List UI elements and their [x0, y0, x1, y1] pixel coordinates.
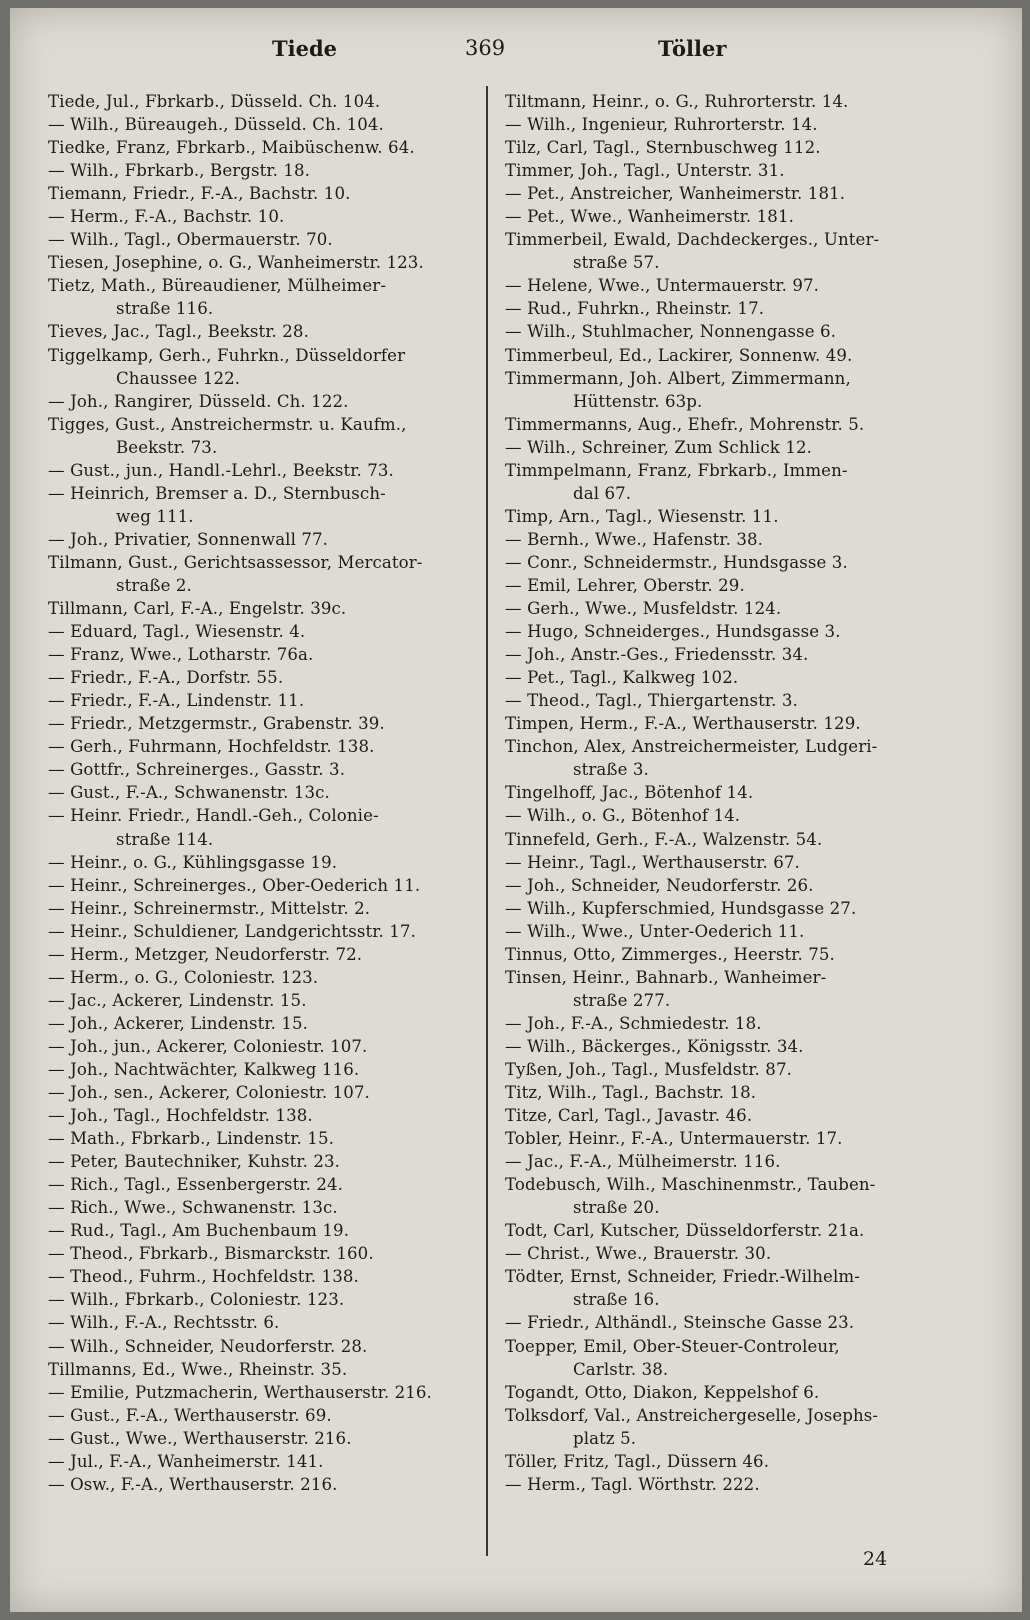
directory-entry: — Wilh., Fbrkarb., Coloniestr. 123.	[48, 1290, 345, 1310]
directory-entry: Tiemann, Friedr., F.-A., Bachstr. 10.	[48, 184, 351, 204]
directory-entry: — Joh., Nachtwächter, Kalkweg 116.	[48, 1059, 360, 1079]
directory-entry: — Herm., F.-A., Bachstr. 10.	[48, 207, 285, 227]
directory-entry: — Hugo, Schneiderges., Hundsgasse 3.	[505, 622, 841, 642]
directory-entry: Titze, Carl, Tagl., Javastr. 46.	[505, 1106, 753, 1126]
directory-entry: — Wilh., F.-A., Rechtsstr. 6.	[48, 1313, 280, 1333]
directory-entry: Tinsen, Heinr., Bahnarb., Wanheimer-	[505, 967, 827, 987]
directory-entry: — Theod., Fbrkarb., Bismarckstr. 160.	[48, 1244, 374, 1264]
directory-entry: — Friedr., F.-A., Lindenstr. 11.	[48, 691, 305, 711]
directory-entry: — Wilh., Büreaugeh., Düsseld. Ch. 104.	[48, 115, 384, 135]
directory-entry: Tilmann, Gust., Gerichtsassessor, Mercator-	[48, 552, 423, 572]
directory-entry: Togandt, Otto, Diakon, Keppelshof 6.	[505, 1382, 820, 1402]
directory-entry: — Math., Fbrkarb., Lindenstr. 15.	[48, 1129, 335, 1149]
directory-entry: — Gottfr., Schreinerges., Gasstr. 3.	[48, 760, 346, 780]
page-number: 369	[465, 36, 506, 60]
directory-entry: — Wilh., Bäckerges., Königsstr. 34.	[505, 1036, 804, 1056]
directory-entry: — Gust., jun., Handl.-Lehrl., Beekstr. 73.	[48, 460, 394, 480]
directory-entry: — Joh., jun., Ackerer, Coloniestr. 107.	[48, 1036, 368, 1056]
directory-entry: — Joh., Privatier, Sonnenwall 77.	[48, 529, 329, 549]
header-right-keyword: Töller	[658, 36, 727, 61]
directory-entry: — Gerh., Wwe., Musfeldstr. 124.	[505, 599, 782, 619]
directory-entry: — Wilh., Schreiner, Zum Schlick 12.	[505, 437, 813, 457]
directory-entry: — Pet., Tagl., Kalkweg 102.	[505, 668, 739, 688]
header-left-keyword: Tiede	[272, 36, 338, 61]
directory-entry: — Heinr., Schuldiener, Landgerichtsstr. 17.	[48, 921, 416, 941]
directory-entry: Timmermanns, Aug., Ehefr., Mohrenstr. 5.	[505, 414, 865, 434]
directory-entry: — Emilie, Putzmacherin, Werthauserstr. 216.	[48, 1382, 432, 1402]
directory-entry: — Gust., F.-A., Werthauserstr. 69.	[48, 1405, 332, 1425]
directory-entry: — Gust., Wwe., Werthauserstr. 216.	[48, 1428, 352, 1448]
directory-entry: — Wilh., Stuhlmacher, Nonnengasse 6.	[505, 322, 837, 342]
directory-entry: — Joh., Rangirer, Düsseld. Ch. 122.	[48, 391, 349, 411]
directory-entry: Tingelhoff, Jac., Bötenhof 14.	[505, 783, 754, 803]
directory-entry: — Gust., F.-A., Schwanenstr. 13c.	[48, 783, 330, 803]
directory-entry: — Pet., Wwe., Wanheimerstr. 181.	[505, 207, 794, 227]
directory-entry: — Jac., Ackerer, Lindenstr. 15.	[48, 990, 307, 1010]
directory-entry: Timmerbeul, Ed., Lackirer, Sonnenw. 49.	[505, 345, 853, 365]
right-column	[505, 90, 997, 1496]
column-divider	[486, 86, 488, 1556]
directory-entry: — Rich., Wwe., Schwanenstr. 13c.	[48, 1198, 338, 1218]
directory-entry: — Wilh., Fbrkarb., Bergstr. 18.	[48, 161, 311, 181]
directory-entry: — Emil, Lehrer, Oberstr. 29.	[505, 575, 745, 595]
left-column	[48, 90, 483, 1496]
directory-entry: — Wilh., Tagl., Obermauerstr. 70.	[48, 230, 333, 250]
entry-continuation: Chaussee 122.	[116, 368, 241, 388]
directory-entry: Tinchon, Alex, Anstreichermeister, Ludgeri-	[505, 737, 878, 757]
directory-entry: — Rich., Tagl., Essenbergerstr. 24.	[48, 1175, 344, 1195]
page-header	[10, 36, 1022, 70]
directory-entry: Tiede, Jul., Fbrkarb., Düsseld. Ch. 104.	[48, 92, 381, 111]
signature-mark: 24	[863, 1548, 888, 1570]
directory-entry: — Heinr., Tagl., Werthauserstr. 67.	[505, 852, 800, 872]
entry-continuation: straße 116.	[116, 299, 214, 319]
entry-continuation: Beekstr. 73.	[116, 437, 218, 457]
directory-entry: Tiggelkamp, Gerh., Fuhrkn., Düsseldorfer	[48, 345, 406, 365]
directory-entry: — Theod., Tagl., Thiergartenstr. 3.	[505, 691, 798, 711]
directory-entry: — Joh., Ackerer, Lindenstr. 15.	[48, 1013, 309, 1033]
entry-continuation: straße 114.	[116, 829, 214, 849]
directory-entry: — Wilh., Schneider, Neudorferstr. 28.	[48, 1336, 368, 1356]
entry-continuation: straße 57.	[573, 253, 660, 273]
directory-entry: Tinnefeld, Gerh., F.-A., Walzenstr. 54.	[505, 829, 823, 849]
directory-entry: Timpen, Herm., F.-A., Werthauserstr. 129.	[505, 714, 861, 734]
entry-continuation: Carlstr. 38.	[573, 1359, 669, 1379]
directory-entry: — Heinr., o. G., Kühlingsgasse 19.	[48, 852, 338, 872]
directory-entry: Tillmanns, Ed., Wwe., Rheinstr. 35.	[48, 1359, 348, 1379]
directory-entry: — Franz, Wwe., Lotharstr. 76a.	[48, 645, 314, 665]
directory-entry: Timmpelmann, Franz, Fbrkarb., Immen-	[505, 460, 848, 480]
directory-entry: Tiltmann, Heinr., o. G., Ruhrorterstr. 14.	[505, 92, 849, 111]
directory-entry: — Wilh., Ingenieur, Ruhrorterstr. 14.	[505, 115, 818, 135]
directory-entry: — Joh., sen., Ackerer, Coloniestr. 107.	[48, 1083, 370, 1103]
directory-entry: — Conr., Schneidermstr., Hundsgasse 3.	[505, 552, 848, 572]
directory-entry: Timmer, Joh., Tagl., Unterstr. 31.	[505, 161, 785, 181]
entry-continuation: platz 5.	[573, 1428, 637, 1448]
directory-entry: Tilz, Carl, Tagl., Sternbuschweg 112.	[505, 138, 821, 158]
directory-entry: — Heinr. Friedr., Handl.-Geh., Colonie-	[48, 806, 379, 826]
directory-entry: — Helene, Wwe., Untermauerstr. 97.	[505, 276, 820, 296]
directory-entry: — Eduard, Tagl., Wiesenstr. 4.	[48, 622, 306, 642]
directory-entry: — Wilh., Kupferschmied, Hundsgasse 27.	[505, 898, 857, 918]
directory-entry: — Wilh., o. G., Bötenhof 14.	[505, 806, 741, 826]
directory-entry: Timmermann, Joh. Albert, Zimmermann,	[505, 368, 851, 388]
directory-entry: Tyßen, Joh., Tagl., Musfeldstr. 87.	[505, 1059, 792, 1079]
directory-entry: — Christ., Wwe., Brauerstr. 30.	[505, 1244, 772, 1264]
directory-entry: — Herm., o. G., Coloniestr. 123.	[48, 967, 319, 987]
directory-entry: — Wilh., Wwe., Unter-Oederich 11.	[505, 921, 805, 941]
directory-entry: — Heinr., Schreinerges., Ober-Oederich 11.	[48, 875, 421, 895]
directory-entry: Töller, Fritz, Tagl., Düssern 46.	[505, 1451, 770, 1471]
directory-entry: — Rud., Tagl., Am Buchenbaum 19.	[48, 1221, 350, 1241]
directory-entry: — Heinr., Schreinermstr., Mittelstr. 2.	[48, 898, 371, 918]
directory-entry: — Herm., Tagl. Wörthstr. 222.	[505, 1474, 760, 1494]
directory-entry: Tieves, Jac., Tagl., Beekstr. 28.	[48, 322, 309, 342]
directory-entry: Tiesen, Josephine, o. G., Wanheimerstr. 123.	[48, 253, 424, 273]
directory-entry: — Peter, Bautechniker, Kuhstr. 23.	[48, 1152, 341, 1172]
directory-entry: — Friedr., F.-A., Dorfstr. 55.	[48, 668, 284, 688]
directory-entry: Tietz, Math., Büreaudiener, Mülheimer-	[48, 276, 387, 296]
entry-continuation: straße 277.	[573, 990, 671, 1010]
directory-entry: — Bernh., Wwe., Hafenstr. 38.	[505, 529, 764, 549]
directory-entry: Tiedke, Franz, Fbrkarb., Maibüschenw. 64.	[48, 138, 415, 158]
directory-entry: — Friedr., Metzgermstr., Grabenstr. 39.	[48, 714, 385, 734]
directory-entry: — Osw., F.-A., Werthauserstr. 216.	[48, 1474, 338, 1494]
entry-continuation: straße 3.	[573, 760, 649, 780]
entry-continuation: straße 2.	[116, 575, 192, 595]
directory-entry: — Herm., Metzger, Neudorferstr. 72.	[48, 944, 363, 964]
directory-entry: — Jul., F.-A., Wanheimerstr. 141.	[48, 1451, 324, 1471]
directory-entry: Tigges, Gust., Anstreichermstr. u. Kaufm.,	[48, 414, 407, 434]
entry-continuation: weg 111.	[116, 506, 194, 526]
directory-entry: — Friedr., Althändl., Steinsche Gasse 23.	[505, 1313, 855, 1333]
directory-entry: Timp, Arn., Tagl., Wiesenstr. 11.	[505, 506, 779, 526]
directory-entry: Tolksdorf, Val., Anstreichergeselle, Josephs-	[505, 1405, 879, 1425]
directory-entry: — Pet., Anstreicher, Wanheimerstr. 181.	[505, 184, 846, 204]
directory-entry: Todt, Carl, Kutscher, Düsseldorferstr. 21a.	[505, 1221, 865, 1241]
directory-entry: — Joh., Anstr.-Ges., Friedensstr. 34.	[505, 645, 809, 665]
entry-continuation: straße 16.	[573, 1290, 660, 1310]
directory-entry: — Joh., Schneider, Neudorferstr. 26.	[505, 875, 814, 895]
directory-entry: Todebusch, Wilh., Maschinenmstr., Tauben-	[505, 1175, 876, 1195]
directory-entry: Tillmann, Carl, F.-A., Engelstr. 39c.	[48, 599, 347, 619]
directory-entry: Tödter, Ernst, Schneider, Friedr.-Wilhelm-	[505, 1267, 860, 1287]
directory-entry: Tinnus, Otto, Zimmerges., Heerstr. 75.	[505, 944, 835, 964]
directory-entry: — Gerh., Fuhrmann, Hochfeldstr. 138.	[48, 737, 375, 757]
entry-continuation: dal 67.	[573, 483, 632, 503]
directory-entry: Timmerbeil, Ewald, Dachdeckerges., Unter-	[505, 230, 880, 250]
directory-entry: Tobler, Heinr., F.-A., Untermauerstr. 17.	[505, 1129, 843, 1149]
directory-entry: — Joh., Tagl., Hochfeldstr. 138.	[48, 1106, 313, 1126]
directory-entry: — Heinrich, Bremser a. D., Sternbusch-	[48, 483, 386, 503]
entry-continuation: Hüttenstr. 63p.	[573, 391, 703, 411]
directory-page	[10, 8, 1022, 1612]
directory-entry: Toepper, Emil, Ober-Steuer-Controleur,	[505, 1336, 840, 1356]
entry-continuation: straße 20.	[573, 1198, 660, 1218]
directory-entry: — Joh., F.-A., Schmiedestr. 18.	[505, 1013, 762, 1033]
directory-entry: Titz, Wilh., Tagl., Bachstr. 18.	[505, 1083, 757, 1103]
directory-entry: — Theod., Fuhrm., Hochfeldstr. 138.	[48, 1267, 359, 1287]
directory-entry: — Rud., Fuhrkn., Rheinstr. 17.	[505, 299, 765, 319]
directory-entry: — Jac., F.-A., Mülheimerstr. 116.	[505, 1152, 781, 1172]
